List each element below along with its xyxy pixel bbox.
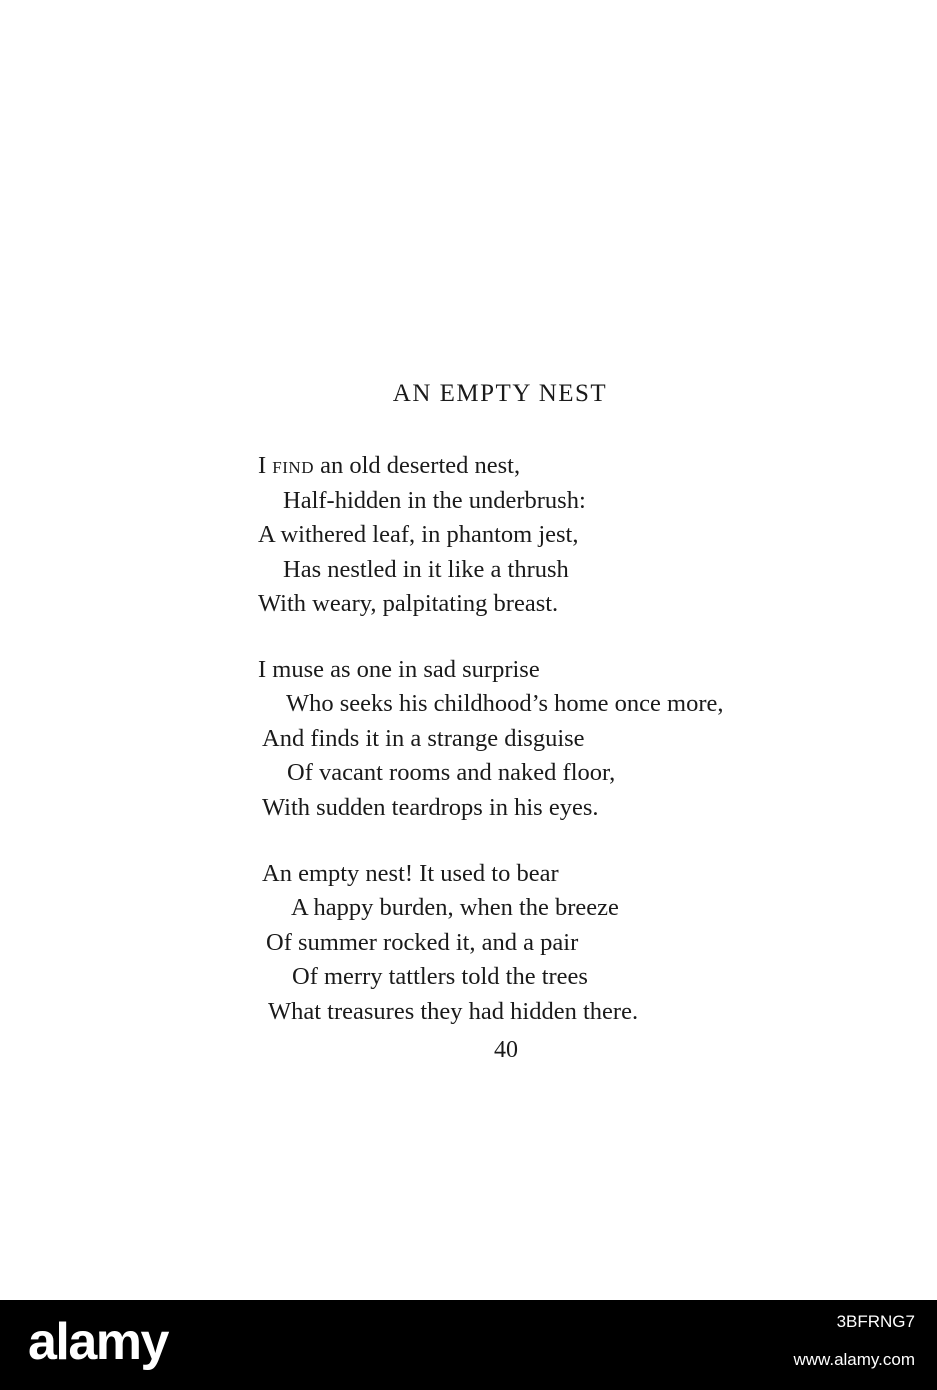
poem-line: With sudden teardrops in his eyes.: [262, 794, 599, 821]
page-number: 40: [494, 1037, 518, 1063]
poem-line: Of vacant rooms and naked floor,: [287, 759, 616, 786]
poem-line: Of summer rocked it, and a pair: [266, 929, 579, 956]
line-smallcaps: find: [272, 452, 314, 479]
poem-line: I muse as one in sad surprise: [258, 656, 540, 683]
image-id: 3BFRNG7: [836, 1312, 915, 1331]
poem-line: Has nestled in it like a thrush: [283, 556, 569, 583]
watermark-url: www.alamy.com: [793, 1350, 915, 1369]
watermark-banner: [0, 1300, 937, 1390]
poem-line: [258, 454, 520, 479]
poem-line: What treasures they had hidden there.: [268, 998, 639, 1025]
poem-line: Who seeks his childhood’s home once more,: [286, 690, 724, 717]
line-lead: I: [258, 452, 273, 479]
poem-line: A happy burden, when the breeze: [291, 894, 619, 921]
poem-line: A withered leaf, in phantom jest,: [258, 521, 579, 548]
poem-line: Half-hidden in the underbrush:: [283, 487, 586, 514]
poem-title: AN EMPTY NEST: [392, 380, 608, 407]
poem-line: With weary, palpitating breast.: [258, 590, 559, 617]
line-rest: an old deserted nest,: [313, 452, 521, 479]
poem-line: Of merry tattlers told the trees: [292, 963, 588, 990]
alamy-logo: alamy: [28, 1313, 168, 1371]
poem-line: An empty nest! It used to bear: [262, 860, 559, 887]
poem-line: And finds it in a strange disguise: [262, 725, 585, 752]
